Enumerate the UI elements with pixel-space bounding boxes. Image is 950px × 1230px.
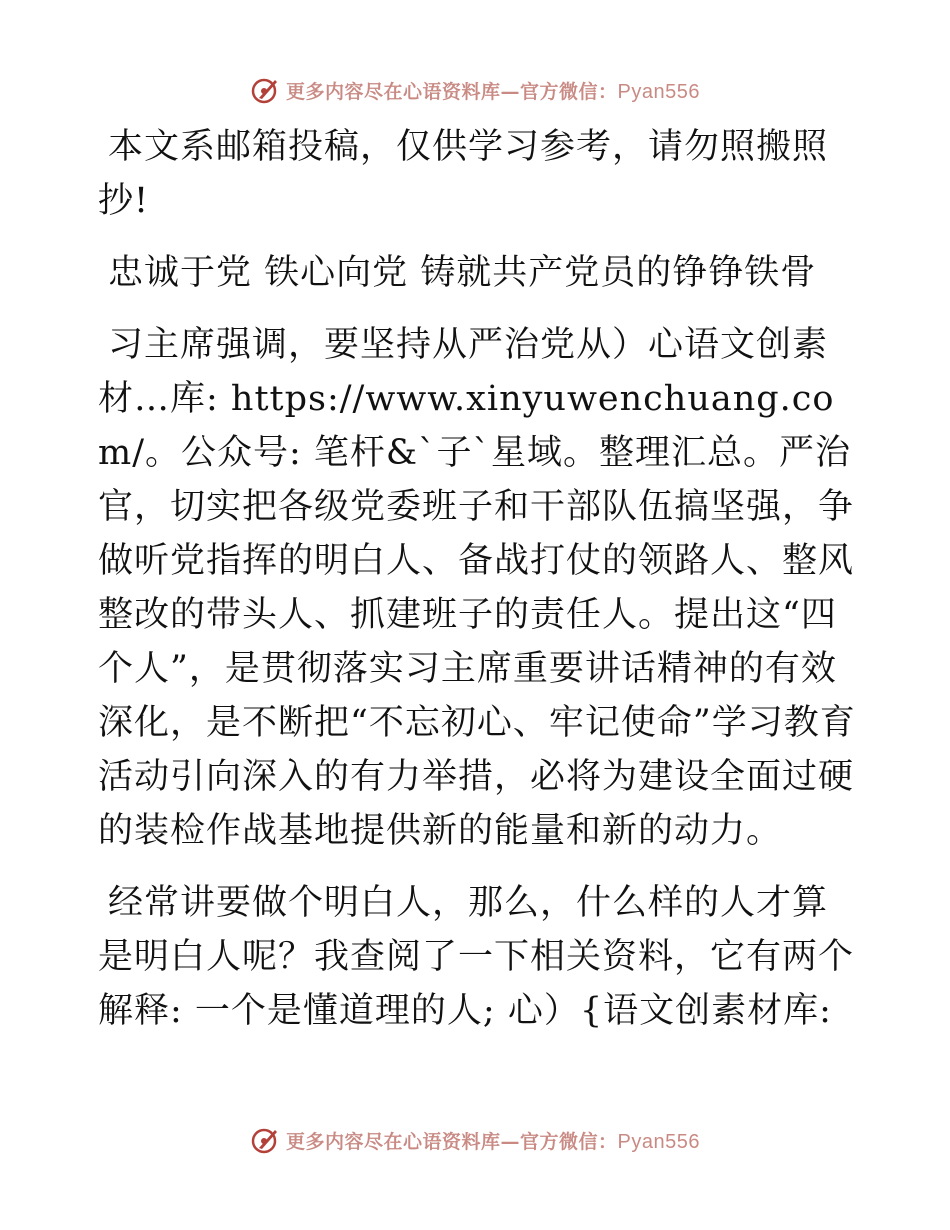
quill-pen-logo-icon: [250, 1125, 280, 1155]
paragraph-body-1: 习主席强调，要坚持从严治党从）心语文创素材…库: https://www.xinyuwenchuang.com/。公众号: 笔杆&`子`星域。整理汇总。严治官，切实把各级党委班子和干部队伍搞坚强，争做听党指挥的明白人、备战打仗的领路人、整风整改的带头人、抓建班子的责任人。提出这“四个人”，是贯彻落实习主席重要讲话精神的有效深化，是不断把“不忘初心、牢记使命”学习教育活动引向深入的有力举措，必将为建设全面过硬的装检作战基地提供新的能量和新的动力。: [98, 325, 856, 851]
banner-text-cn: 更多内容尽在心语资料库—官方微信：: [286, 80, 618, 103]
banner-wechat-id: Pyan556: [617, 80, 700, 103]
paragraph-body-2: 经常讲要做个明白人，那么，什么样的人才算是明白人呢？我查阅了一下相关资料，它有两个解释: 一个是懂道理的人; 心）{语文创素材库:: [98, 883, 855, 1031]
banner-text-cn: 更多内容尽在心语资料库—官方微信：: [286, 1130, 618, 1153]
document-body: [98, 120, 858, 1056]
paragraph-title: 忠诚于党 铁心向党 铸就共产党员的铮铮铁骨: [108, 253, 817, 293]
banner-text: [286, 1127, 700, 1154]
banner-text: [286, 77, 700, 104]
paragraph-notice: 本文系邮箱投稿，仅供学习参考，请勿照搬照抄!: [98, 127, 829, 221]
banner-wechat-id: Pyan556: [617, 1130, 700, 1153]
footer-banner: [0, 1120, 950, 1160]
header-banner: [0, 70, 950, 110]
quill-pen-logo-icon: [250, 75, 280, 105]
